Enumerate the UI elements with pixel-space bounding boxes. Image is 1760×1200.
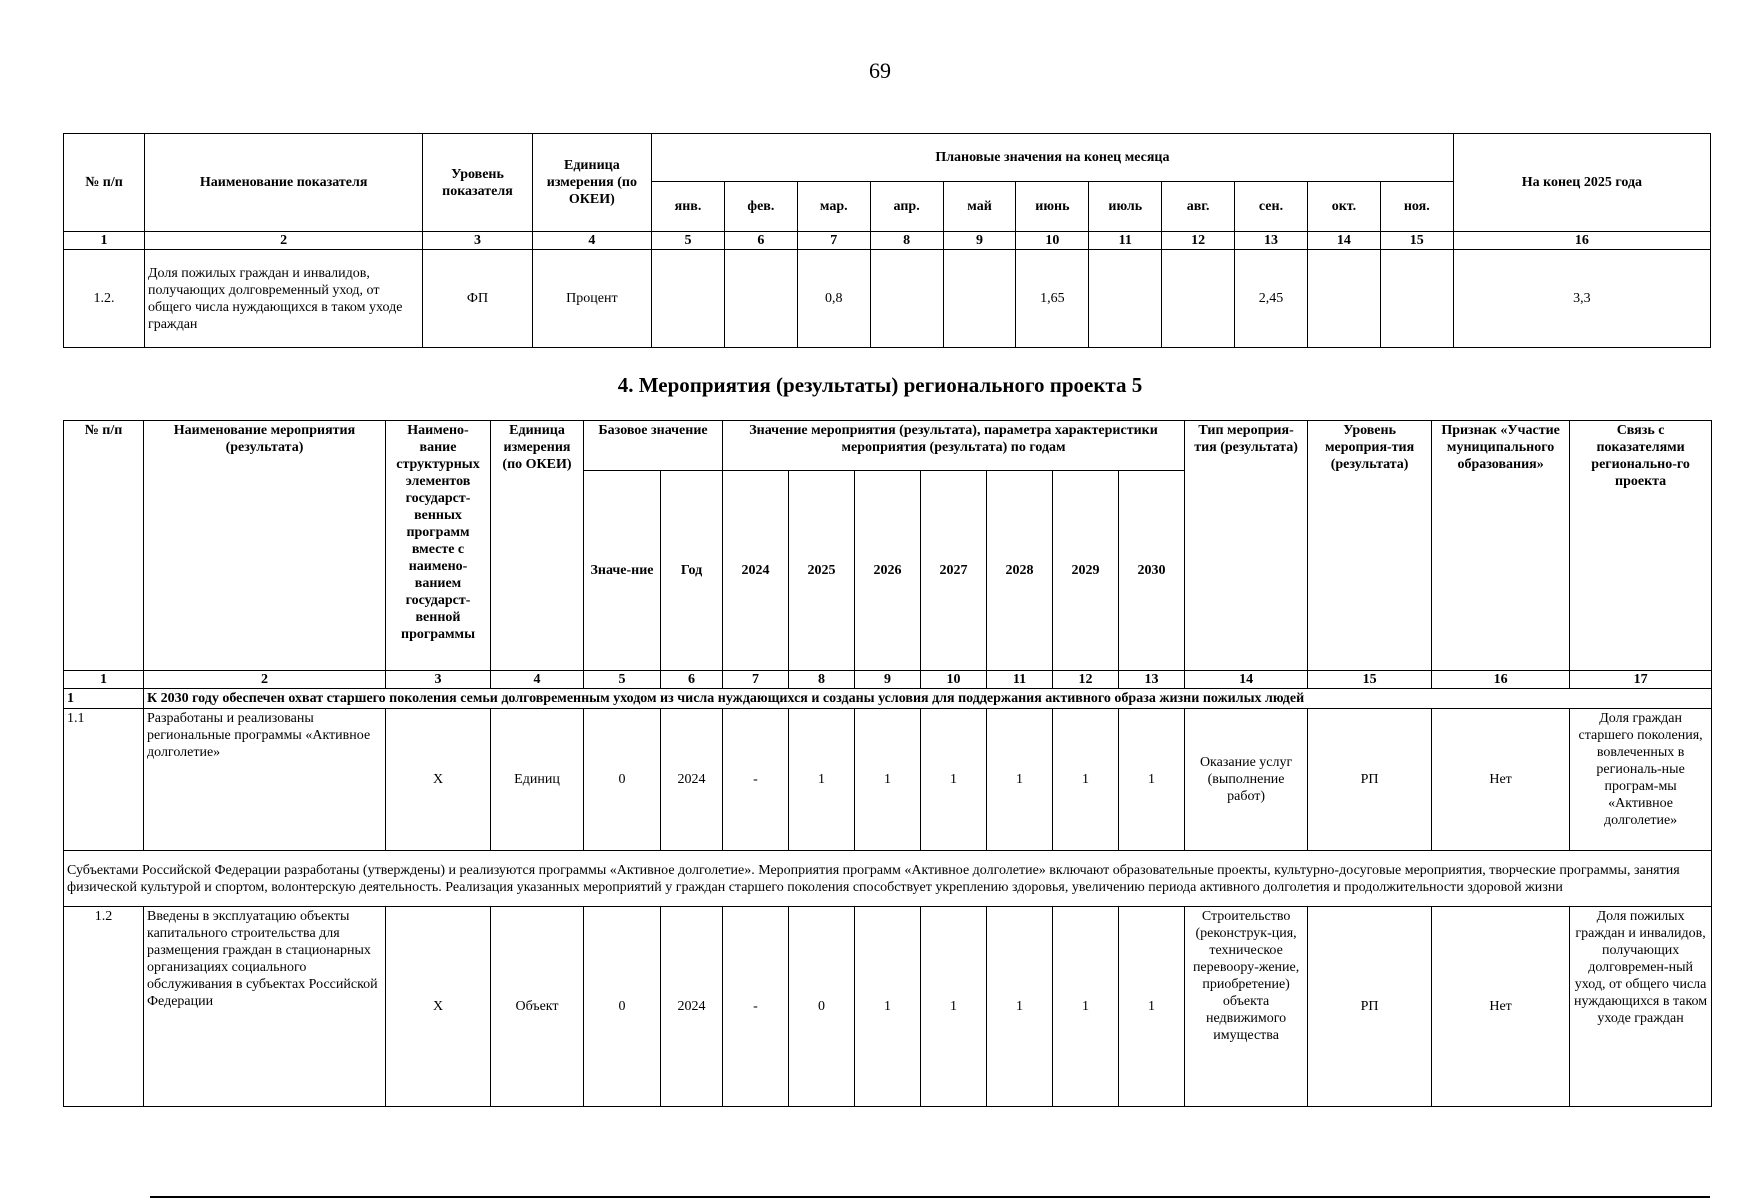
col-number: 3 <box>386 671 491 689</box>
row-month-value <box>943 250 1016 348</box>
goal-num: 1 <box>64 689 144 709</box>
col-number: 11 <box>1089 232 1162 250</box>
row-month-value <box>652 250 725 348</box>
col-number: 8 <box>789 671 855 689</box>
row-year-value: 1 <box>1053 907 1119 1107</box>
row-unit: Процент <box>532 250 651 348</box>
row-year-value: 1 <box>855 709 921 851</box>
goal-row <box>64 689 1712 709</box>
col-number: 16 <box>1432 671 1570 689</box>
col-number: 2 <box>144 671 386 689</box>
col-number: 17 <box>1570 671 1712 689</box>
header-end-year: На конец 2025 года <box>1453 134 1710 232</box>
indicators-table <box>63 133 1711 348</box>
header-year: 2028 <box>987 471 1053 671</box>
row-link: Доля пожилых граждан и инвалидов, получающих долговремен-ный уход, от общего числа нуждающихся в таком уходе граждан <box>1570 907 1712 1107</box>
header-year: 2024 <box>723 471 789 671</box>
row-year-value: 1 <box>921 709 987 851</box>
header-month: июль <box>1089 182 1162 232</box>
col-number: 14 <box>1185 671 1308 689</box>
events-table <box>63 420 1712 1107</box>
row-base-value: 0 <box>584 907 661 1107</box>
row-month-value <box>1307 250 1380 348</box>
bottom-rule <box>150 1196 1710 1198</box>
row-year-value: 1 <box>1119 709 1185 851</box>
row-unit: Единиц <box>491 709 584 851</box>
row-month-value <box>1089 250 1162 348</box>
row-month-value: 0,8 <box>797 250 870 348</box>
row-month-value <box>1380 250 1453 348</box>
table-row <box>64 250 1711 348</box>
header-num: № п/п <box>64 134 145 232</box>
row-struct: Х <box>386 907 491 1107</box>
header-event-type: Тип мероприя-тия (результата) <box>1185 421 1308 671</box>
col-number: 3 <box>423 232 532 250</box>
row-month-value: 1,65 <box>1016 250 1089 348</box>
col-number: 15 <box>1308 671 1432 689</box>
note-text: Субъектами Российской Федерации разработаны (утверждены) и реализуются программы «Активное долголетие». Мероприятия программ «Активное долголетие» включают образовательные проекты, культурно-досуговые мероприятия, творческие программы, занятия физической культурой и спортом, волонтерскую деятельность. Реализация указанных мероприятий у граждан старшего поколения способствует укреплению здоровья, увеличению периода активного долголетия и продолжительности здоровой жизни <box>64 851 1712 907</box>
page-number: 69 <box>869 58 891 83</box>
col-number: 16 <box>1453 232 1710 250</box>
row-num: 1.2 <box>64 907 144 1107</box>
row-event-type: Строительство (реконструк-ция, техническое перевоору-жение, приобретение) объекта недвижимого имущества <box>1185 907 1308 1107</box>
row-event-level: РП <box>1308 709 1432 851</box>
col-number: 1 <box>64 671 144 689</box>
row-year-value: 1 <box>789 709 855 851</box>
row-month-value <box>870 250 943 348</box>
row-base-year: 2024 <box>661 709 723 851</box>
header-month: май <box>943 182 1016 232</box>
col-number: 11 <box>987 671 1053 689</box>
col-number: 7 <box>797 232 870 250</box>
row-year-value: 1 <box>1053 709 1119 851</box>
col-number: 15 <box>1380 232 1453 250</box>
col-number: 12 <box>1162 232 1235 250</box>
row-year-value: - <box>723 709 789 851</box>
row-month-value <box>1162 250 1235 348</box>
col-number: 4 <box>532 232 651 250</box>
header-year: 2027 <box>921 471 987 671</box>
row-level: ФП <box>423 250 532 348</box>
col-number: 10 <box>1016 232 1089 250</box>
header-event-name: Наименование мероприятия (результата) <box>144 421 386 671</box>
header-unit: Единица измерения (по ОКЕИ) <box>491 421 584 671</box>
row-event-type: Оказание услуг (выполнение работ) <box>1185 709 1308 851</box>
col-number: 10 <box>921 671 987 689</box>
header-indicator-level: Уровень показателя <box>423 134 532 232</box>
col-number: 14 <box>1307 232 1380 250</box>
header-year: 2030 <box>1119 471 1185 671</box>
header-month: янв. <box>652 182 725 232</box>
header-unit: Единица измерения (по ОКЕИ) <box>532 134 651 232</box>
header-structural-elements: Наимено-вание структурных элементов государст-венных программ вместе с наимено-ванием государст-венной программы <box>386 421 491 671</box>
goal-text: К 2030 году обеспечен охват старшего поколения семьи долговременным уходом из числа нуждающихся и созданы условия для поддержания активного образа жизни пожилых людей <box>144 689 1712 709</box>
header-values-by-year: Значение мероприятия (результата), параметра характеристики мероприятия (результата) по годам <box>723 421 1185 471</box>
row-year-value: 1 <box>987 907 1053 1107</box>
col-number: 12 <box>1053 671 1119 689</box>
header-month: фев. <box>724 182 797 232</box>
col-number: 6 <box>661 671 723 689</box>
row-year-value: 1 <box>855 907 921 1107</box>
header-base-value-value: Значе-ние <box>584 471 661 671</box>
col-number: 4 <box>491 671 584 689</box>
row-event-name: Разработаны и реализованы региональные программы «Активное долголетие» <box>144 709 386 851</box>
header-month: июнь <box>1016 182 1089 232</box>
row-indicator-name: Доля пожилых граждан и инвалидов, получающих долговременный уход, от общего числа нуждающихся в таком уходе граждан <box>144 250 422 348</box>
col-number: 7 <box>723 671 789 689</box>
col-number: 13 <box>1119 671 1185 689</box>
col-number: 6 <box>724 232 797 250</box>
col-number: 13 <box>1235 232 1308 250</box>
header-month: окт. <box>1307 182 1380 232</box>
col-number: 8 <box>870 232 943 250</box>
header-month: мар. <box>797 182 870 232</box>
header-year: 2026 <box>855 471 921 671</box>
table-row <box>64 709 1712 851</box>
row-event-level: РП <box>1308 907 1432 1107</box>
col-number: 5 <box>652 232 725 250</box>
header-indicator-name: Наименование показателя <box>144 134 422 232</box>
row-month-value <box>724 250 797 348</box>
row-year-value: - <box>723 907 789 1107</box>
header-event-level: Уровень мероприя-тия (результата) <box>1308 421 1432 671</box>
row-year-value: 1 <box>921 907 987 1107</box>
header-month: ноя. <box>1380 182 1453 232</box>
row-year-value: 1 <box>1119 907 1185 1107</box>
row-link: Доля граждан старшего поколения, вовлеченных в региональ-ные програм-мы «Активное долголетие» <box>1570 709 1712 851</box>
row-base-value: 0 <box>584 709 661 851</box>
header-base-value-year: Год <box>661 471 723 671</box>
header-year: 2029 <box>1053 471 1119 671</box>
header-month: апр. <box>870 182 943 232</box>
table-row <box>64 907 1712 1107</box>
col-number: 2 <box>144 232 422 250</box>
col-number: 1 <box>64 232 145 250</box>
header-year: 2025 <box>789 471 855 671</box>
header-link-to-indicators: Связь с показателями регионально-го проекта <box>1570 421 1712 671</box>
col-number: 9 <box>855 671 921 689</box>
header-month: сен. <box>1235 182 1308 232</box>
row-unit: Объект <box>491 907 584 1107</box>
header-planned-values: Плановые значения на конец месяца <box>652 134 1454 182</box>
header-base-value: Базовое значение <box>584 421 723 471</box>
row-num: 1.2. <box>64 250 145 348</box>
header-month: авг. <box>1162 182 1235 232</box>
note-row <box>64 851 1712 907</box>
row-struct: Х <box>386 709 491 851</box>
row-municipal: Нет <box>1432 709 1570 851</box>
row-year-value: 1 <box>987 709 1053 851</box>
row-end-year-value: 3,3 <box>1453 250 1710 348</box>
header-num: № п/п <box>64 421 144 671</box>
col-number: 5 <box>584 671 661 689</box>
row-year-value: 0 <box>789 907 855 1107</box>
header-municipal-participation: Признак «Участие муниципального образования» <box>1432 421 1570 671</box>
row-num: 1.1 <box>64 709 144 851</box>
row-base-year: 2024 <box>661 907 723 1107</box>
row-event-name: Введены в эксплуатацию объекты капитального строительства для размещения граждан в стационарных организациях социального обслуживания в субъектах Российской Федерации <box>144 907 386 1107</box>
row-month-value: 2,45 <box>1235 250 1308 348</box>
col-number: 9 <box>943 232 1016 250</box>
section-title: 4. Мероприятия (результаты) регионального проекта 5 <box>617 373 1143 397</box>
row-municipal: Нет <box>1432 907 1570 1107</box>
